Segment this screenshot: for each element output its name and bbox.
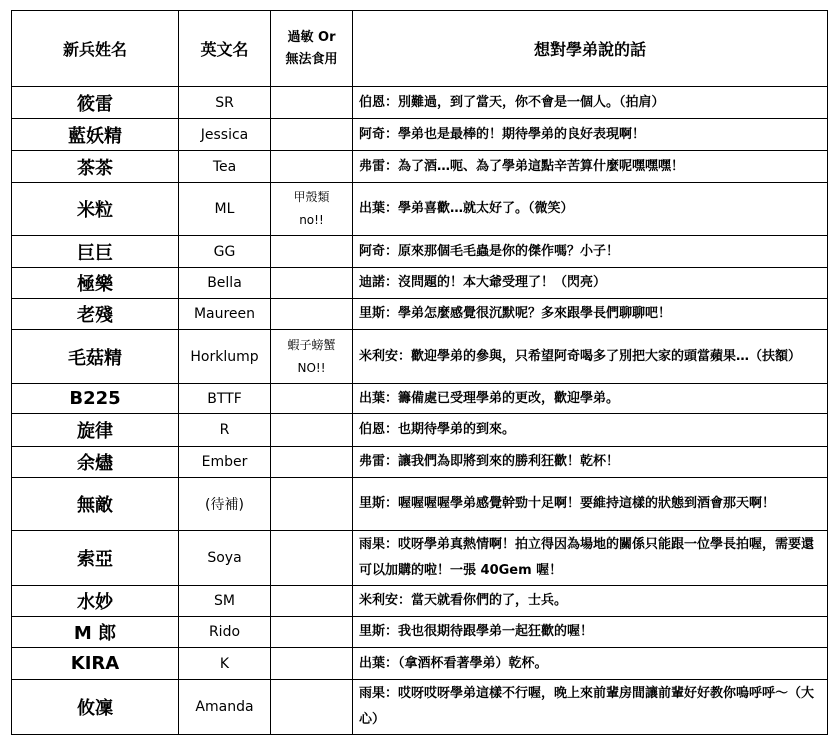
table-row — [12, 236, 828, 268]
message: 伯恩：也期待學弟的到來。 — [353, 414, 828, 447]
recruit-name: 索亞 — [12, 531, 179, 586]
recruit-name: KIRA — [12, 648, 179, 680]
allergy-cell — [271, 531, 353, 586]
table-row — [12, 648, 828, 680]
recruit-name: 水妙 — [12, 586, 179, 617]
allergy-cell — [271, 586, 353, 617]
header-name: 新兵姓名 — [12, 11, 179, 87]
allergy-cell — [271, 478, 353, 531]
header-allergy-line2: 無法食用 — [285, 51, 338, 67]
english-name: Ember — [179, 447, 271, 478]
message: 里斯：學弟怎麼感覺很沉默呢？多來跟學長們聊聊吧！ — [353, 299, 828, 330]
english-name: K — [179, 648, 271, 680]
table-row — [12, 478, 828, 531]
recruit-name: B225 — [12, 384, 179, 414]
message: 弗雷：讓我們為即將到來的勝利狂歡！乾杯！ — [353, 447, 828, 478]
allergy-cell — [271, 299, 353, 330]
english-name: Rido — [179, 617, 271, 648]
english-name: SM — [179, 586, 271, 617]
table-row — [12, 299, 828, 330]
roster-sheet — [11, 10, 827, 735]
table-row — [12, 680, 828, 735]
table-row — [12, 447, 828, 478]
english-name: GG — [179, 236, 271, 268]
allergy-cell — [271, 680, 353, 735]
recruit-name: M 郎 — [12, 617, 179, 648]
english-name: (待補) — [179, 478, 271, 531]
message: 阿奇：原來那個毛毛蟲是你的傑作嗎？小子！ — [353, 236, 828, 268]
message: 雨果：哎呀學弟真熱情啊！拍立得因為場地的關係只能跟一位學長拍喔，需要還可以加購的啦！一張 40Gem 喔！ — [353, 531, 828, 586]
message: 迪諾：沒問題的！本大爺受理了！（閃亮） — [353, 268, 828, 299]
table-row — [12, 119, 828, 151]
allergy-line2: NO!! — [297, 360, 326, 375]
message: 里斯：喔喔喔喔學弟感覺幹勁十足啊！要維持這樣的狀態到酒會那天啊！ — [353, 478, 828, 531]
table-row — [12, 151, 828, 183]
english-name: Amanda — [179, 680, 271, 735]
table-row — [12, 87, 828, 119]
recruit-name: 藍妖精 — [12, 119, 179, 151]
table-row — [12, 586, 828, 617]
message: 米利安：當天就看你們的了，士兵。 — [353, 586, 828, 617]
header-english-name: 英文名 — [179, 11, 271, 87]
header-message: 想對學弟說的話 — [353, 11, 828, 87]
allergy-cell — [271, 414, 353, 447]
english-name: Horklump — [179, 330, 271, 384]
english-name: Jessica — [179, 119, 271, 151]
allergy-line2: no!! — [299, 213, 324, 227]
allergy-cell — [271, 617, 353, 648]
header-allergy-line1: 過敏 Or — [287, 29, 336, 45]
message: 米利安：歡迎學弟的參與，只希望阿奇喝多了別把大家的頭當蘋果…（扶額） — [353, 330, 828, 384]
recruit-name: 極樂 — [12, 268, 179, 299]
allergy-cell — [271, 447, 353, 478]
recruit-name: 無敵 — [12, 478, 179, 531]
table-row — [12, 330, 828, 384]
message: 出葉：學弟喜歡…就太好了。（微笑） — [353, 183, 828, 236]
table-row — [12, 268, 828, 299]
table-row — [12, 384, 828, 414]
message: 伯恩：別難過，到了當天，你不會是一個人。（拍肩） — [353, 87, 828, 119]
header-row — [12, 11, 828, 87]
table-row — [12, 617, 828, 648]
recruit-name: 余燼 — [12, 447, 179, 478]
allergy-cell — [271, 183, 353, 236]
allergy-line1: 甲殼類 — [293, 190, 330, 204]
allergy-cell — [271, 648, 353, 680]
allergy-cell — [271, 330, 353, 384]
recruit-name: 巨巨 — [12, 236, 179, 268]
english-name: Soya — [179, 531, 271, 586]
table-row — [12, 531, 828, 586]
message: 阿奇：學弟也是最棒的！期待學弟的良好表現啊！ — [353, 119, 828, 151]
recruit-name: 筱雷 — [12, 87, 179, 119]
message: 雨果：哎呀哎呀學弟這樣不行喔，晚上來前輩房間讓前輩好好教你嗚呼呼～（大心） — [353, 680, 828, 735]
allergy-cell — [271, 384, 353, 414]
allergy-cell — [271, 119, 353, 151]
roster-table — [11, 10, 828, 735]
message: 出葉：（拿酒杯看著學弟）乾杯。 — [353, 648, 828, 680]
table-row — [12, 183, 828, 236]
allergy-cell — [271, 236, 353, 268]
english-name: R — [179, 414, 271, 447]
header-allergy — [271, 11, 353, 87]
recruit-name: 茶茶 — [12, 151, 179, 183]
table-row — [12, 414, 828, 447]
allergy-cell — [271, 268, 353, 299]
allergy-cell — [271, 87, 353, 119]
english-name: BTTF — [179, 384, 271, 414]
english-name: Maureen — [179, 299, 271, 330]
message: 里斯：我也很期待跟學弟一起狂歡的喔！ — [353, 617, 828, 648]
recruit-name: 米粒 — [12, 183, 179, 236]
english-name: Bella — [179, 268, 271, 299]
allergy-cell — [271, 151, 353, 183]
english-name: SR — [179, 87, 271, 119]
recruit-name: 旋律 — [12, 414, 179, 447]
allergy-line1: 蝦子螃蟹 — [287, 337, 336, 352]
message: 出葉：籌備處已受理學弟的更改，歡迎學弟。 — [353, 384, 828, 414]
recruit-name: 老殘 — [12, 299, 179, 330]
recruit-name: 攸凜 — [12, 680, 179, 735]
recruit-name: 毛菇精 — [12, 330, 179, 384]
message: 弗雷：為了酒…呃、為了學弟這點辛苦算什麼呢嘿嘿嘿！ — [353, 151, 828, 183]
english-name: Tea — [179, 151, 271, 183]
english-name: ML — [179, 183, 271, 236]
